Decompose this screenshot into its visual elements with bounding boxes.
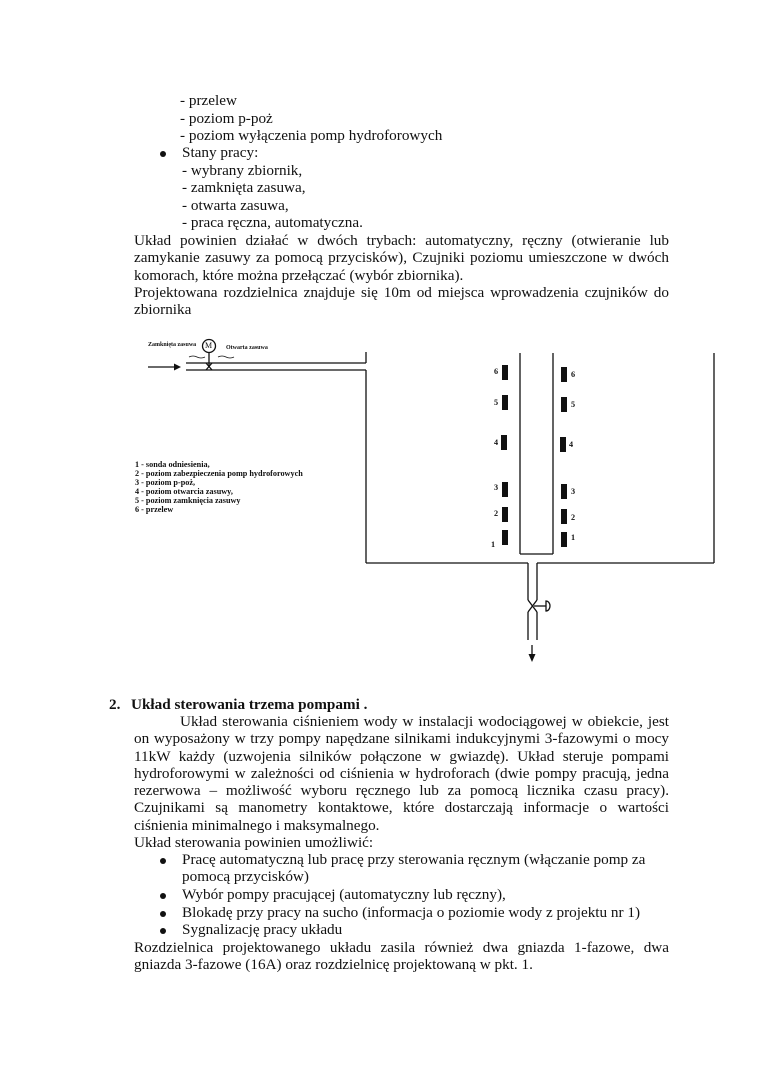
paragraph-switchboard-supply: Rozdzielnica projektowanego układu zasila również dwa gniazda 1-fazowe, dwa gniazda 3-fazowe (16A) oraz rozdzielnicę projektowaną w pkt. 1. <box>134 939 669 974</box>
state-item: - wybrany zbiornik, <box>182 162 303 179</box>
legend-item: 6 - przelew <box>135 505 174 514</box>
level-item-fire: - poziom p-poż <box>180 110 273 127</box>
sensor-label-left: 5 <box>494 398 499 407</box>
sensor-label-right: 6 <box>571 370 576 379</box>
sensor-label-right: 1 <box>571 533 576 542</box>
valve-closed-label: Zamknięta zasuwa <box>148 342 197 348</box>
state-item: - otwarta zasuwa, <box>182 197 289 214</box>
valve-open-label: Otwarta zasuwa <box>226 345 268 351</box>
sensor-label-left: 6 <box>494 367 499 376</box>
paragraph-switchboard-distance: Projektowana rozdzielnica znajduje się 10m od miejsca wprowadzenia czujników do zbiornika <box>134 284 669 319</box>
legend-item: 1 - sonda odniesienia, <box>135 460 210 469</box>
sensor-label-right: 2 <box>571 513 576 522</box>
requirement-item: Blokadę przy pracy na sucho (informacja o poziomie wody z projektu nr 1) <box>182 904 641 921</box>
requirement-item: Wybór pompy pracującej (automatyczny lub ręczny), <box>182 886 506 903</box>
sensor-label-left: 2 <box>494 509 499 518</box>
requirements-intro: Układ sterowania powinien umożliwić: <box>134 834 374 851</box>
bullet-icon <box>160 893 166 899</box>
requirement-item: Pracę automatyczną lub pracę przy sterowania ręcznym (włączanie pomp za pomocą przycisków) <box>182 851 646 886</box>
bullet-icon <box>160 928 166 934</box>
state-item: - praca ręczna, automatyczna. <box>182 214 363 231</box>
legend-item: 3 - poziom p-poż, <box>135 478 196 487</box>
sensor-label-left: 1 <box>491 540 496 549</box>
requirement-item: Sygnalizację pracy układu <box>182 921 343 938</box>
motor-icon: M <box>205 341 213 350</box>
paragraph-pump-system: Układ sterowania ciśnieniem wody w instalacji wodociągowej w obiekcie, jest on wyposażony w trzy pompy napędzane silnikami indukcyjnymi 3-fazowymi o mocy 11kW każdy (uzwojenia silników połączone w gwiazdę). Układ steruje pompami hydroforowymi w zależności od ciśnienia w hydroforach (dwie pompy pracują, jedna rezerwowa – możliwość wyboru ręcznego lub za pomocą licznika czasu pracy). Czujnikami są manometry kontaktowe, które dostarczają informacje o wartości ciśnienia minimalnego i maksymalnego. <box>134 713 669 834</box>
sensor-label-left: 3 <box>494 483 499 492</box>
paragraph-modes: Układ powinien działać w dwóch trybach: automatyczny, ręczny (otwieranie lub zamykanie zasuwy za pomocą przycisków), Czujniki poziomu umieszczone w dwóch komorach, które można przełączać (wybór zbiornika). <box>134 232 669 284</box>
sensor-label-left: 4 <box>494 438 499 447</box>
legend-item: 5 - poziom zamknięcia zasuwy <box>135 496 241 505</box>
sensor-label-right: 4 <box>569 440 574 449</box>
state-item: - zamknięta zasuwa, <box>182 179 306 196</box>
section-number: 2. <box>109 696 121 713</box>
legend-item: 2 - poziom zabezpieczenia pomp hydroforowych <box>135 469 303 478</box>
level-item-overflow: - przelew <box>180 92 237 109</box>
bullet-icon <box>160 858 166 864</box>
states-bullet: Stany pracy: <box>182 144 259 161</box>
bullet-icon <box>160 911 166 917</box>
legend-item: 4 - poziom otwarcia zasuwy, <box>135 487 233 496</box>
section-heading: Układ sterowania trzema pompami . <box>131 696 368 713</box>
sensor-label-right: 5 <box>571 400 576 409</box>
level-item-pump-off: - poziom wyłączenia pomp hydroforowych <box>180 127 443 144</box>
sensor-label-right: 3 <box>571 487 576 496</box>
